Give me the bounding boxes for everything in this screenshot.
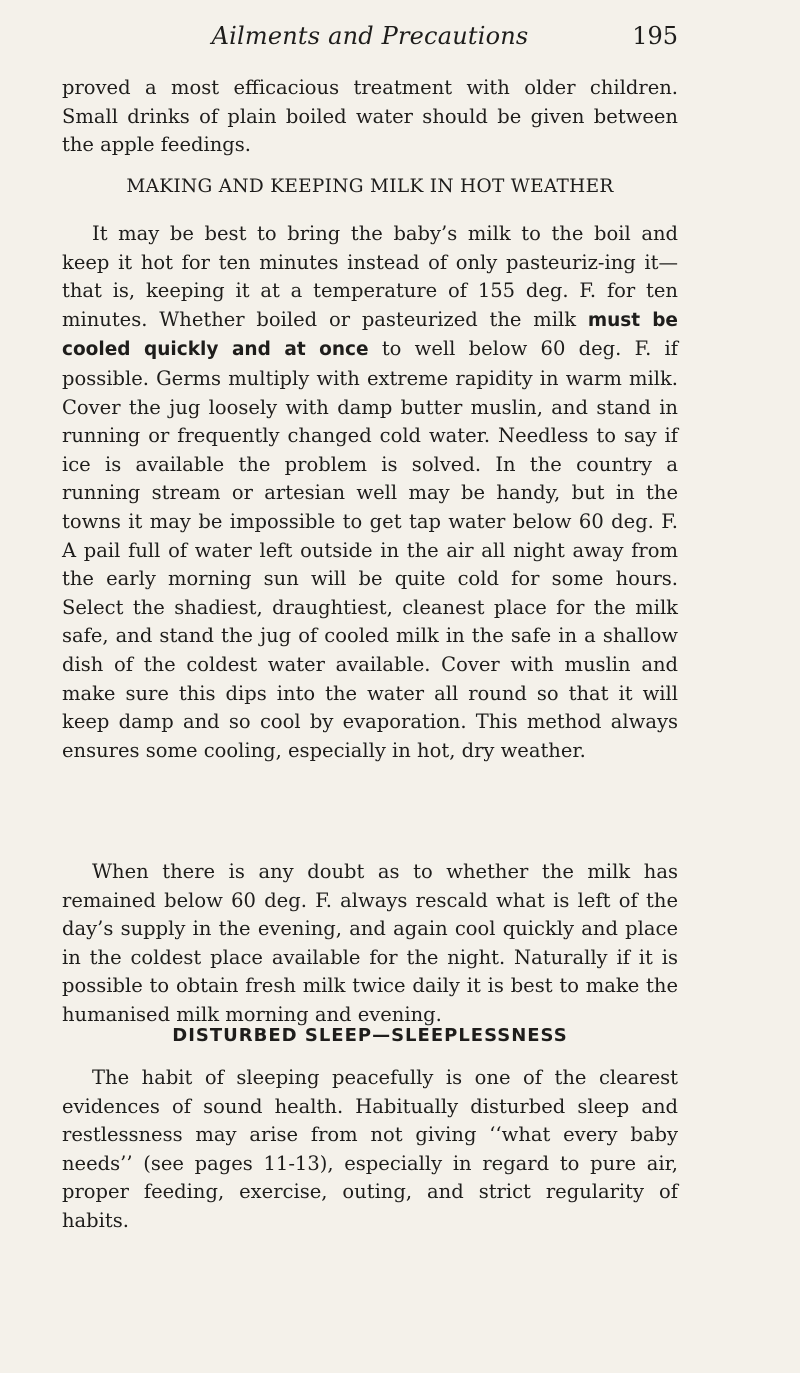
paragraph-milk-cooling-text-1: It may be best to bring the baby’s milk to the boil and keep it hot for ten minutes instead of only pasteuriz-ing it— that is, keeping it at a temperature of 155 deg. F. for ten minutes. Whether boiled or pasteurized the milk [62, 222, 678, 331]
running-head [62, 22, 678, 58]
paragraph-milk-cooling [62, 220, 678, 765]
emphasis-cooled-quickly: must be cooled quickly and at once [62, 309, 678, 361]
section-heading-disturbed-sleep: DISTURBED SLEEP—SLEEPLESSNESS [172, 1025, 568, 1046]
paragraph-apple-feedings: proved a most efficacious treatment with older children. Small drinks of plain boiled water should be given between the apple feedings. [62, 76, 678, 157]
paragraph-milk-cooling-text-2: to well below 60 deg. F. if possible. Germs multiply with extreme rapidity in warm milk. Cover the jug loosely with damp butter muslin, and stand in running or frequently changed cold water. Needless to say if ice is available the problem is solved. In the country a running stream or artesian well may be handy, but in the towns it may be impossible to get tap water below 60 deg. F. A pail full of water left outside in the air all night away from the early morning sun will be quite cold for some hours. Select the shadiest, draughtiest, cleanest place for the milk safe, and stand the jug of cooled milk in the safe in a shallow dish of the coldest water available. Cover with muslin and make sure this dips into the water all round so that it will keep damp and so cool by evaporation. This method always ensures some cooling, especially in hot, dry weather. [62, 337, 678, 762]
paragraph-rescald: When there is any doubt as to whether the milk has remained below 60 deg. F. always rescald what is left of the day’s supply in the evening, and again cool quickly and place in the coldest place available for the night. Naturally if it is possible to obtain fresh milk twice daily it is best to make the humanised milk morning and evening. [62, 860, 678, 1026]
running-head-title: Ailments and Precautions [211, 22, 529, 50]
section-heading-milk-hot-weather: MAKING AND KEEPING MILK IN HOT WEATHER [126, 176, 614, 197]
page-number: 195 [632, 22, 678, 50]
paragraph-sleep-habit: The habit of sleeping peacefully is one of the clearest evidences of sound health. Habitually disturbed sleep and restlessness may arise from not giving ‘‘what every baby needs’’ (see pages 11-13), especially in regard to pure air, proper feeding, exercise, outing, and strict regularity of habits. [62, 1066, 678, 1232]
